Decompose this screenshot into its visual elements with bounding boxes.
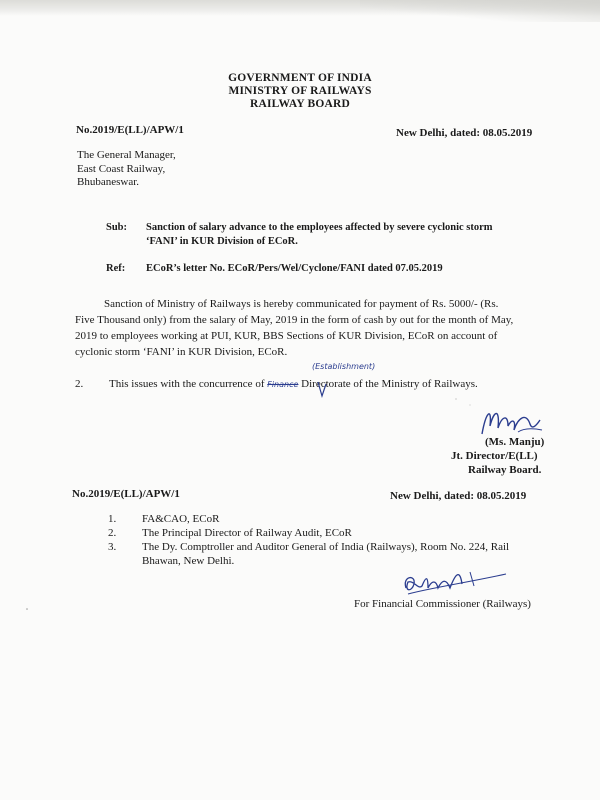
header-board: RAILWAY BOARD xyxy=(249,98,351,110)
signoff-text: For Financial Commissioner (Railways) xyxy=(354,598,531,610)
addressee-line: Bhubaneswar. xyxy=(77,176,140,188)
subject-label: Sub: xyxy=(106,222,128,233)
copy-item-number: 2. xyxy=(108,527,117,539)
para2-number: 2. xyxy=(75,378,84,390)
ref-text: ECoR’s letter No. ECoR/Pers/Wel/Cyclone/FANI dated 07.05.2019 xyxy=(146,263,443,274)
para1-line: Sanction of Ministry of Railways is hereby communicated for payment of Rs. 5000/- (Rs. xyxy=(104,298,499,310)
para2-before: This issues with the concurrence of xyxy=(109,378,265,390)
copy-item-text: Bhawan, New Delhi. xyxy=(142,555,235,567)
para2-text xyxy=(109,376,478,393)
para1-line: cyclonic storm ‘FANI’ in KUR Division, ECoR. xyxy=(75,346,288,358)
handwritten-annotation: (Establishment) xyxy=(312,362,376,371)
addressee-block xyxy=(77,149,176,190)
addressee-line: East Coast Railway, xyxy=(77,162,166,175)
copy-item-number: 3. xyxy=(108,541,117,553)
copy-item-text: The Dy. Comptroller and Auditor General of India (Railways), Room No. 224, Rail xyxy=(142,541,510,553)
signatory-org: Railway Board. xyxy=(468,464,542,476)
subject-line-2: ‘FANI’ in KUR Division of ECoR. xyxy=(146,236,298,247)
copy-item-text: FA&CAO, ECoR xyxy=(142,513,220,525)
signatory-title: Jt. Director/E(LL) xyxy=(451,450,538,462)
subject-line-1: Sanction of salary advance to the employees affected by severe cyclonic storm xyxy=(146,222,493,233)
para1-line: Five Thousand only) from the salary of May, 2019 in the form of cash by out for the month of May, xyxy=(75,314,514,326)
addressee-line: The General Manager, xyxy=(77,149,176,161)
header-government: GOVERNMENT OF INDIA xyxy=(228,72,372,84)
letter-date: New Delhi, dated: 08.05.2019 xyxy=(396,127,533,139)
caret-mark-icon xyxy=(316,380,336,400)
scan-shadow-corner xyxy=(360,0,600,22)
letter-ref-number: No.2019/E(LL)/APW/1 xyxy=(76,124,184,136)
ref-label: Ref: xyxy=(106,263,126,274)
signatory-name: (Ms. Manju) xyxy=(485,436,545,448)
header-ministry: MINISTRY OF RAILWAYS xyxy=(228,85,372,97)
para1-line: 2019 to employees working at PUI, KUR, BBS Sections of KUR Division, ECoR on account of xyxy=(75,330,498,342)
copy-item-number: 1. xyxy=(108,513,117,525)
struck-word: Finance xyxy=(267,380,299,389)
para2-after: Directorate of the Ministry of Railways. xyxy=(301,378,478,390)
copy-date: New Delhi, dated: 08.05.2019 xyxy=(390,490,527,502)
signature-fc-icon xyxy=(400,562,510,600)
copy-ref-number: No.2019/E(LL)/APW/1 xyxy=(72,488,180,500)
copy-item-text: The Principal Director of Railway Audit, ECoR xyxy=(142,527,352,539)
